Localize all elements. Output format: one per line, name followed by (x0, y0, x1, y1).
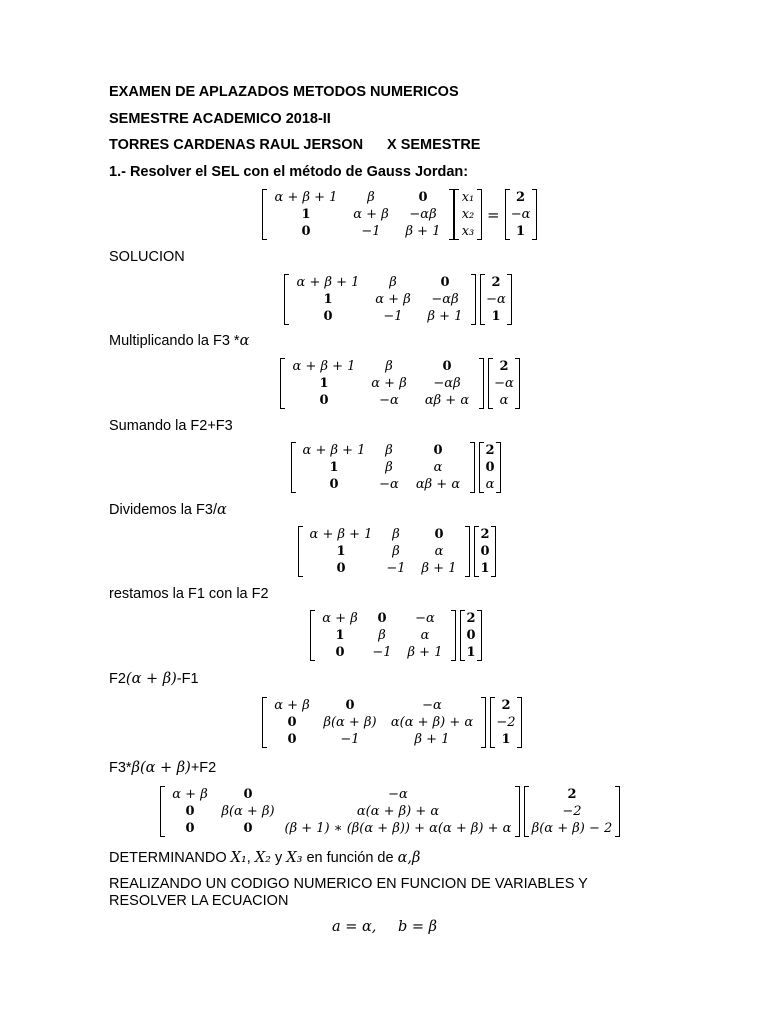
matrix-cell: 1 (329, 460, 339, 475)
augmented-matrix-6 (262, 697, 522, 748)
determining-line (109, 850, 420, 866)
matrix-cell: 1 (335, 628, 345, 643)
vector-cell: β(α + β) − 2 (531, 821, 613, 836)
matrix-cell: β (367, 190, 375, 205)
vector-cell: 1 (491, 309, 501, 324)
step-text: +F2 (190, 760, 217, 776)
matrix-cell: 0 (243, 821, 253, 836)
step-text: F3* (109, 760, 132, 776)
rhs-vector (479, 526, 491, 577)
step-text: DETERMINANDO (109, 850, 231, 866)
vector-cell: 1 (480, 561, 490, 576)
matrix-cell: −α (379, 477, 399, 492)
matrix-cell: α + β + 1 (302, 443, 366, 458)
step-text: Dividemos la F3/ (109, 502, 217, 518)
matrix-cell: α + β (274, 698, 310, 713)
step-math: β(α + β) (131, 760, 191, 776)
matrix-cell: (β + 1) ∗ (β(α + β)) + α(α + β) + α (284, 821, 512, 836)
matrix-cell: 1 (319, 376, 329, 391)
step-text: y (271, 850, 287, 866)
matrix-cell: 1 (301, 207, 311, 222)
step-text: , (246, 850, 255, 866)
coefficient-matrix (296, 442, 470, 493)
matrix-cell: 0 (433, 443, 443, 458)
matrix-cell: β(α + β) (323, 715, 377, 730)
step-math: α,β (397, 850, 421, 866)
augmented-matrix-2 (280, 358, 520, 409)
matrix-cell: 0 (345, 698, 355, 713)
matrix-cell: 0 (287, 715, 297, 730)
augmented-matrix-3 (291, 442, 501, 493)
step-math: (α + β) (125, 671, 177, 687)
code-line-1: REALIZANDO UN CODIGO NUMERICO EN FUNCION DE VARIABLES Y (109, 876, 588, 892)
matrix-cell: −1 (383, 309, 403, 324)
matrix-cell: β (385, 443, 393, 458)
vector-cell: 2 (491, 275, 501, 290)
step-label-4: restamos la F1 con la F2 (109, 586, 269, 602)
matrix-cell: −α (415, 611, 435, 626)
vector-cell: −α (510, 207, 531, 222)
step-text: Multiplicando la F3 * (109, 333, 240, 349)
matrix-cell: α + β (172, 787, 208, 802)
matrix-cell: 0 (323, 309, 333, 324)
assign-b: b = β (398, 919, 438, 935)
rhs-vector (485, 274, 507, 325)
matrix-cell: −1 (361, 224, 381, 239)
step-label-1 (109, 333, 249, 349)
matrix-cell: αβ + α (424, 393, 470, 408)
step-math: α (239, 333, 250, 349)
vector-cell: 2 (485, 443, 495, 458)
matrix-cell: 0 (185, 804, 195, 819)
matrix-cell: −α (379, 393, 399, 408)
coefficient-matrix (315, 610, 451, 661)
matrix-cell: β (389, 275, 397, 290)
matrix-cell: β (385, 359, 393, 374)
matrix-cell: α(α + β) + α (356, 804, 440, 819)
vector-cell: α (499, 393, 509, 408)
step-label-2: Sumando la F2+F3 (109, 418, 233, 434)
vector-cell: −2 (562, 804, 582, 819)
coefficient-matrix (165, 786, 515, 837)
vector-cell: 2 (516, 190, 526, 205)
variable-x3: X₃ (286, 850, 303, 866)
vector-cell: 2 (499, 359, 509, 374)
unknowns-vector (459, 189, 477, 240)
matrix-cell: α + β (371, 376, 407, 391)
semester-line: SEMESTRE ACADEMICO 2018-II (109, 111, 331, 127)
matrix-cell: 0 (301, 224, 311, 239)
step-label-6 (109, 760, 216, 776)
matrix-cell: α + β (353, 207, 389, 222)
matrix-cell: 0 (442, 359, 452, 374)
matrix-cell: −1 (340, 732, 360, 747)
matrix-cell: 0 (336, 561, 346, 576)
matrix-cell: −α (388, 787, 408, 802)
matrix-cell: 1 (336, 544, 346, 559)
system-equation (262, 189, 537, 240)
step-text: en función de (302, 850, 398, 866)
rhs-vector (495, 697, 517, 748)
matrix-cell: 0 (329, 477, 339, 492)
coefficient-matrix (267, 697, 481, 748)
vector-cell: x₁ (461, 190, 475, 205)
matrix-cell: 0 (418, 190, 428, 205)
matrix-cell: β (392, 527, 400, 542)
matrix-cell: α + β + 1 (296, 275, 360, 290)
rhs-vector (465, 610, 477, 661)
matrix-cell: 0 (434, 527, 444, 542)
assign-a: a = α, (332, 919, 377, 935)
variable-x2: X₂ (254, 850, 271, 866)
step-label-3 (109, 502, 227, 518)
vector-cell: 1 (516, 224, 526, 239)
vector-cell: 0 (480, 544, 490, 559)
vector-cell: 0 (485, 460, 495, 475)
augmented-matrix-1 (284, 274, 512, 325)
student-semester: X SEMESTRE (387, 137, 481, 153)
rhs-vector (484, 442, 496, 493)
equals-sign: = (487, 205, 500, 224)
vector-cell: 2 (567, 787, 577, 802)
coefficient-matrix (285, 358, 479, 409)
vector-cell: 2 (501, 698, 511, 713)
student-name: TORRES CARDENAS RAUL JERSON (109, 137, 364, 153)
augmented-matrix-5 (310, 610, 482, 661)
variable-x1: X₁ (230, 850, 247, 866)
matrix-cell: αβ + α (415, 477, 461, 492)
matrix-cell: 0 (377, 611, 387, 626)
rhs-vector (510, 189, 532, 240)
step-math: α (216, 502, 227, 518)
vector-cell: 0 (466, 628, 476, 643)
matrix-cell: β (392, 544, 400, 559)
exam-title: EXAMEN DE APLAZADOS METODOS NUMERICOS (109, 84, 459, 100)
vector-cell: −α (486, 292, 506, 307)
augmented-matrix-7 (160, 786, 620, 837)
rhs-vector (493, 358, 515, 409)
matrix-cell: 0 (319, 393, 329, 408)
vector-cell: 1 (501, 732, 511, 747)
matrix-cell: β + 1 (427, 309, 463, 324)
matrix-cell: 0 (440, 275, 450, 290)
step-text: -F1 (176, 671, 199, 687)
matrix-cell: β + 1 (407, 645, 443, 660)
matrix-cell: α (434, 544, 444, 559)
matrix-cell: −αβ (433, 376, 461, 391)
matrix-cell: 0 (185, 821, 195, 836)
solution-label: SOLUCION (109, 249, 185, 265)
code-line-2: RESOLVER LA ECUACION (109, 893, 289, 909)
matrix-cell: 0 (335, 645, 345, 660)
matrix-cell: α + β + 1 (292, 359, 356, 374)
matrix-cell: 0 (287, 732, 297, 747)
coefficient-matrix (267, 189, 449, 240)
matrix-cell: β(α + β) (221, 804, 275, 819)
matrix-cell: β + 1 (414, 732, 450, 747)
matrix-cell: α + β (322, 611, 358, 626)
matrix-cell: α + β + 1 (274, 190, 338, 205)
matrix-cell: −αβ (431, 292, 459, 307)
vector-cell: −2 (496, 715, 516, 730)
matrix-cell: −αβ (409, 207, 437, 222)
matrix-cell: −α (422, 698, 442, 713)
vector-cell: 1 (466, 645, 476, 660)
problem-statement: 1.- Resolver el SEL con el método de Gauss Jordan: (109, 164, 469, 180)
matrix-cell: β + 1 (421, 561, 457, 576)
vector-cell: 2 (466, 611, 476, 626)
matrix-cell: α + β + 1 (309, 527, 373, 542)
vector-cell: x₃ (461, 224, 475, 239)
vector-cell: α (485, 477, 495, 492)
step-label-5 (109, 671, 199, 687)
matrix-cell: α (420, 628, 430, 643)
coefficient-matrix (289, 274, 471, 325)
rhs-vector (529, 786, 615, 837)
augmented-matrix-4 (298, 526, 496, 577)
matrix-cell: α (433, 460, 443, 475)
matrix-cell: −1 (386, 561, 406, 576)
matrix-cell: α(α + β) + α (390, 715, 474, 730)
vector-cell: x₂ (461, 207, 475, 222)
vector-cell: −α (494, 376, 514, 391)
vector-cell: 2 (480, 527, 490, 542)
matrix-cell: β (385, 460, 393, 475)
step-text: F2 (109, 671, 126, 687)
matrix-cell: −1 (372, 645, 392, 660)
matrix-cell: α + β (375, 292, 411, 307)
matrix-cell: 0 (243, 787, 253, 802)
matrix-cell: 1 (323, 292, 333, 307)
matrix-cell: β + 1 (405, 224, 441, 239)
matrix-cell: β (378, 628, 386, 643)
coefficient-matrix (303, 526, 465, 577)
